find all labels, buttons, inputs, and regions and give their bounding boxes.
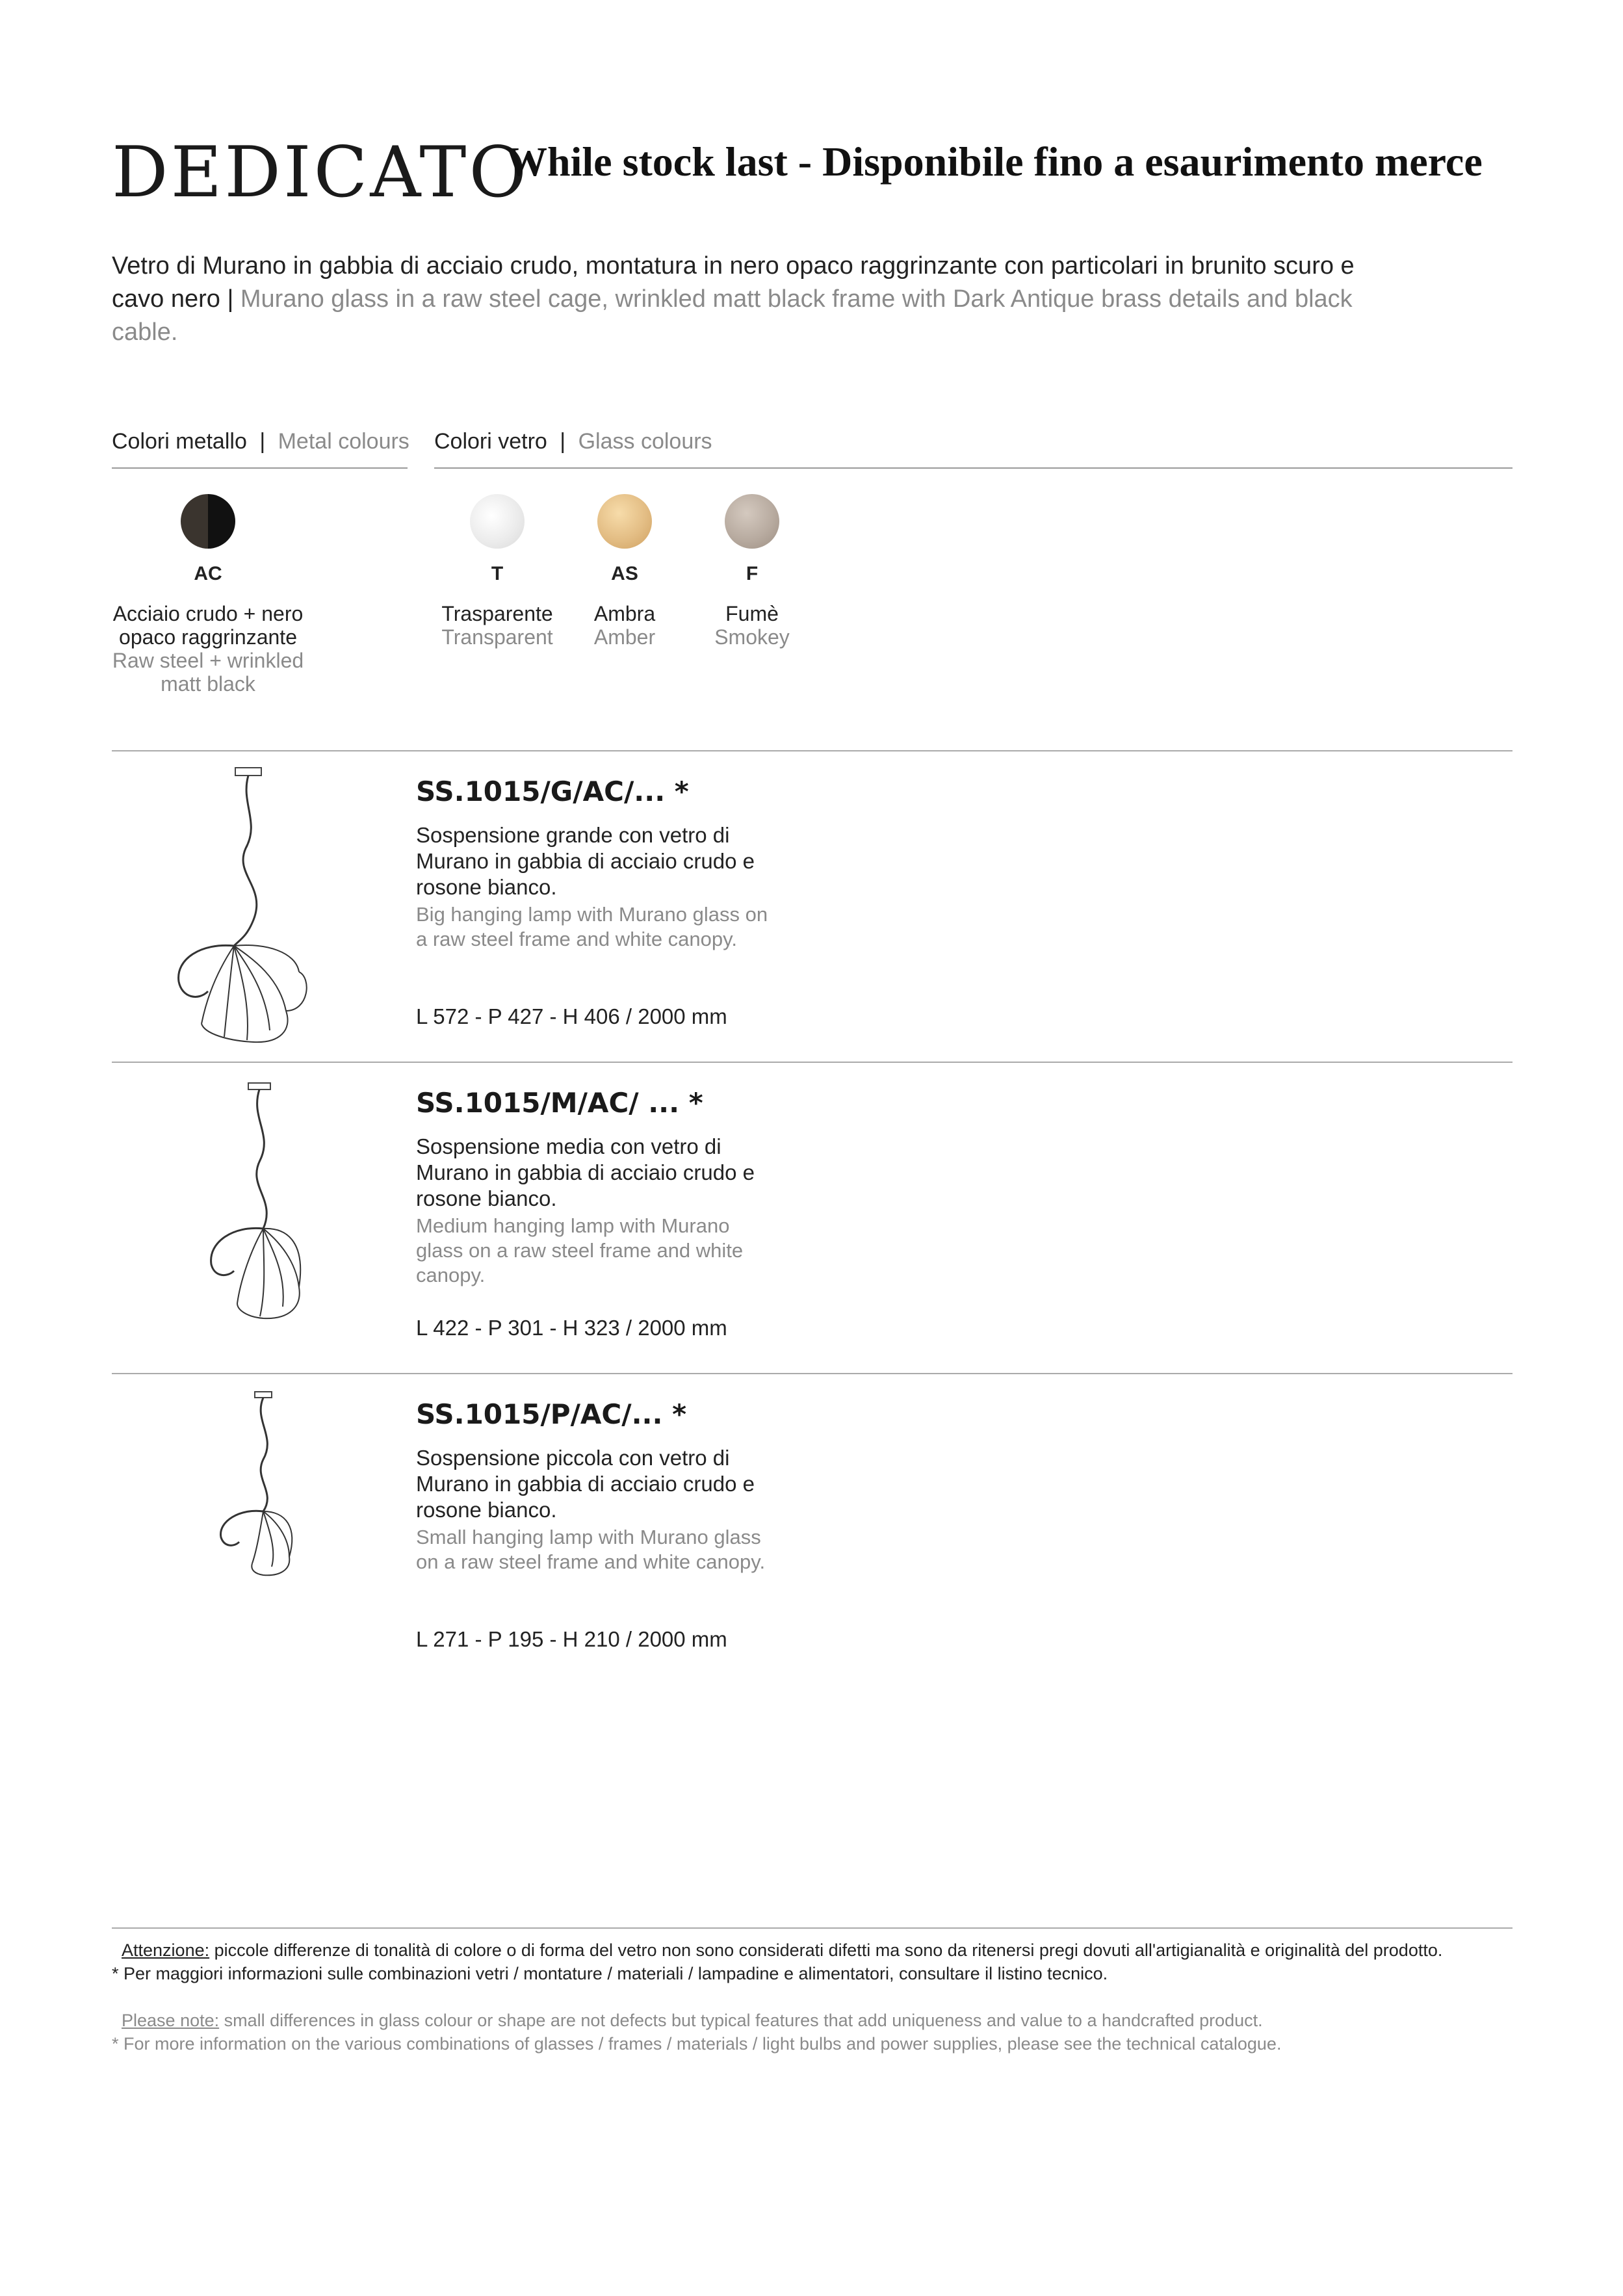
- glass-colours-label-en: Glass colours: [578, 429, 712, 454]
- metal-swatch-name-en: Raw steel + wrinkled matt black: [112, 649, 304, 696]
- metal-swatch-dot: [181, 494, 235, 549]
- metal-swatch-code: AC: [194, 563, 222, 584]
- product-divider: [112, 1373, 1513, 1374]
- product-desc-en: Small hanging lamp with Murano glass on a raw steel frame and white canopy.: [416, 1526, 766, 1573]
- glass-swatch-code: AS: [611, 563, 638, 584]
- footer-info-it: * Per maggiori informazioni sulle combinazioni vetri / montature / materiali / lampadine e alimentatori, consultare il listino tecnico.: [112, 1964, 1108, 1983]
- glass-swatch-t: [432, 494, 562, 649]
- intro-it: Vetro di Murano in gabbia di acciaio crudo, montatura in nero opaco raggrinzante con particolari in brunito scuro e cavo nero |: [112, 252, 1355, 313]
- product-dimensions: L 572 - P 427 - H 406 / 2000 mm: [416, 1004, 727, 1028]
- product-desc-it: Sospensione media con vetro di Murano in gabbia di acciaio crudo e rosone bianco.: [416, 1134, 755, 1210]
- metal-swatch-name-it: Acciaio crudo + nero opaco raggrinzante: [112, 602, 304, 649]
- product-dimensions: L 271 - P 195 - H 210 / 2000 mm: [416, 1627, 727, 1651]
- product-desc-it: Sospensione piccola con vetro di Murano in gabbia di acciaio crudo e rosone bianco.: [416, 1446, 755, 1522]
- metal-colours-label-en: Metal colours: [278, 429, 409, 454]
- glass-swatch-as: [560, 494, 690, 649]
- glass-colours-heading: [434, 429, 712, 454]
- footer-label-it: Attenzione:: [122, 1940, 210, 1960]
- glass-colours-separator: |: [560, 429, 566, 454]
- footer-divider: [112, 1927, 1513, 1929]
- glass-swatch-f: [687, 494, 817, 649]
- intro-text: [112, 250, 1412, 349]
- footer-note-it: [112, 1938, 1442, 1962]
- footer-info-en: * For more information on the various combinations of glasses / frames / materials / light bulbs and power supplies, please see the technical catalogue.: [112, 2034, 1282, 2054]
- glass-swatch-name-it: Fumè: [725, 602, 779, 625]
- glass-swatch-code: F: [746, 563, 759, 584]
- metal-colours-heading: [112, 429, 409, 454]
- product-desc-en: Medium hanging lamp with Murano glass on a raw steel frame and white canopy.: [416, 1214, 744, 1286]
- footer-label-en: Please note:: [122, 2011, 220, 2030]
- stock-headline: While stock last - Disponibile fino a esaurimento merce: [506, 138, 1483, 185]
- glass-swatch-name-en: Smokey: [714, 625, 790, 649]
- glass-swatch-code: T: [491, 563, 504, 584]
- glass-swatch-name-en: Transparent: [441, 625, 553, 649]
- pendant-lamp-medium-icon: [185, 1079, 315, 1333]
- glass-colours-label-it: Colori vetro: [434, 429, 547, 454]
- pendant-lamp-small-icon: [195, 1388, 305, 1583]
- product-code: SS.1015/G/AC/... *: [416, 776, 689, 807]
- metal-swatch-ac: [110, 494, 305, 696]
- product-dimensions: L 422 - P 301 - H 323 / 2000 mm: [416, 1316, 727, 1340]
- glass-swatch-name-it: Trasparente: [441, 602, 553, 625]
- metal-colours-divider: [112, 467, 408, 469]
- glass-swatch-dot-transparent: [470, 494, 525, 549]
- product-divider: [112, 1062, 1513, 1063]
- glass-swatch-dot-amber: [597, 494, 652, 549]
- footer-text-en: small differences in glass colour or shape are not defects but typical features that add uniqueness and value to a handcrafted product.: [219, 2011, 1263, 2030]
- product-desc-en: Big hanging lamp with Murano glass on a raw steel frame and white canopy.: [416, 903, 768, 950]
- intro-en: Murano glass in a raw steel cage, wrinkled matt black frame with Dark Antique brass details and black cable.: [112, 285, 1353, 346]
- metal-colours-label-it: Colori metallo: [112, 429, 247, 454]
- product-desc-it: Sospensione grande con vetro di Murano in gabbia di acciaio crudo e rosone bianco.: [416, 823, 755, 899]
- glass-swatch-dot-smokey: [725, 494, 779, 549]
- glass-colours-divider: [434, 467, 1513, 469]
- glass-swatch-name-it: Ambra: [593, 602, 656, 625]
- product-code: SS.1015/M/AC/ ... *: [416, 1087, 703, 1119]
- footer-note-en: [112, 2009, 1263, 2032]
- glass-swatch-name-en: Amber: [593, 625, 656, 649]
- product-divider: [112, 750, 1513, 751]
- brand-title: DEDICATO: [112, 132, 529, 213]
- product-code: SS.1015/P/AC/... *: [416, 1398, 687, 1430]
- metal-colours-separator: |: [259, 429, 266, 454]
- pendant-lamp-large-icon: [162, 764, 331, 1053]
- footer-text-it: piccole differenze di tonalità di colore o di forma del vetro non sono considerati difetti ma sono da ritenersi pregi dovuti all'artigianalità e originalità del prodotto.: [209, 1940, 1443, 1960]
